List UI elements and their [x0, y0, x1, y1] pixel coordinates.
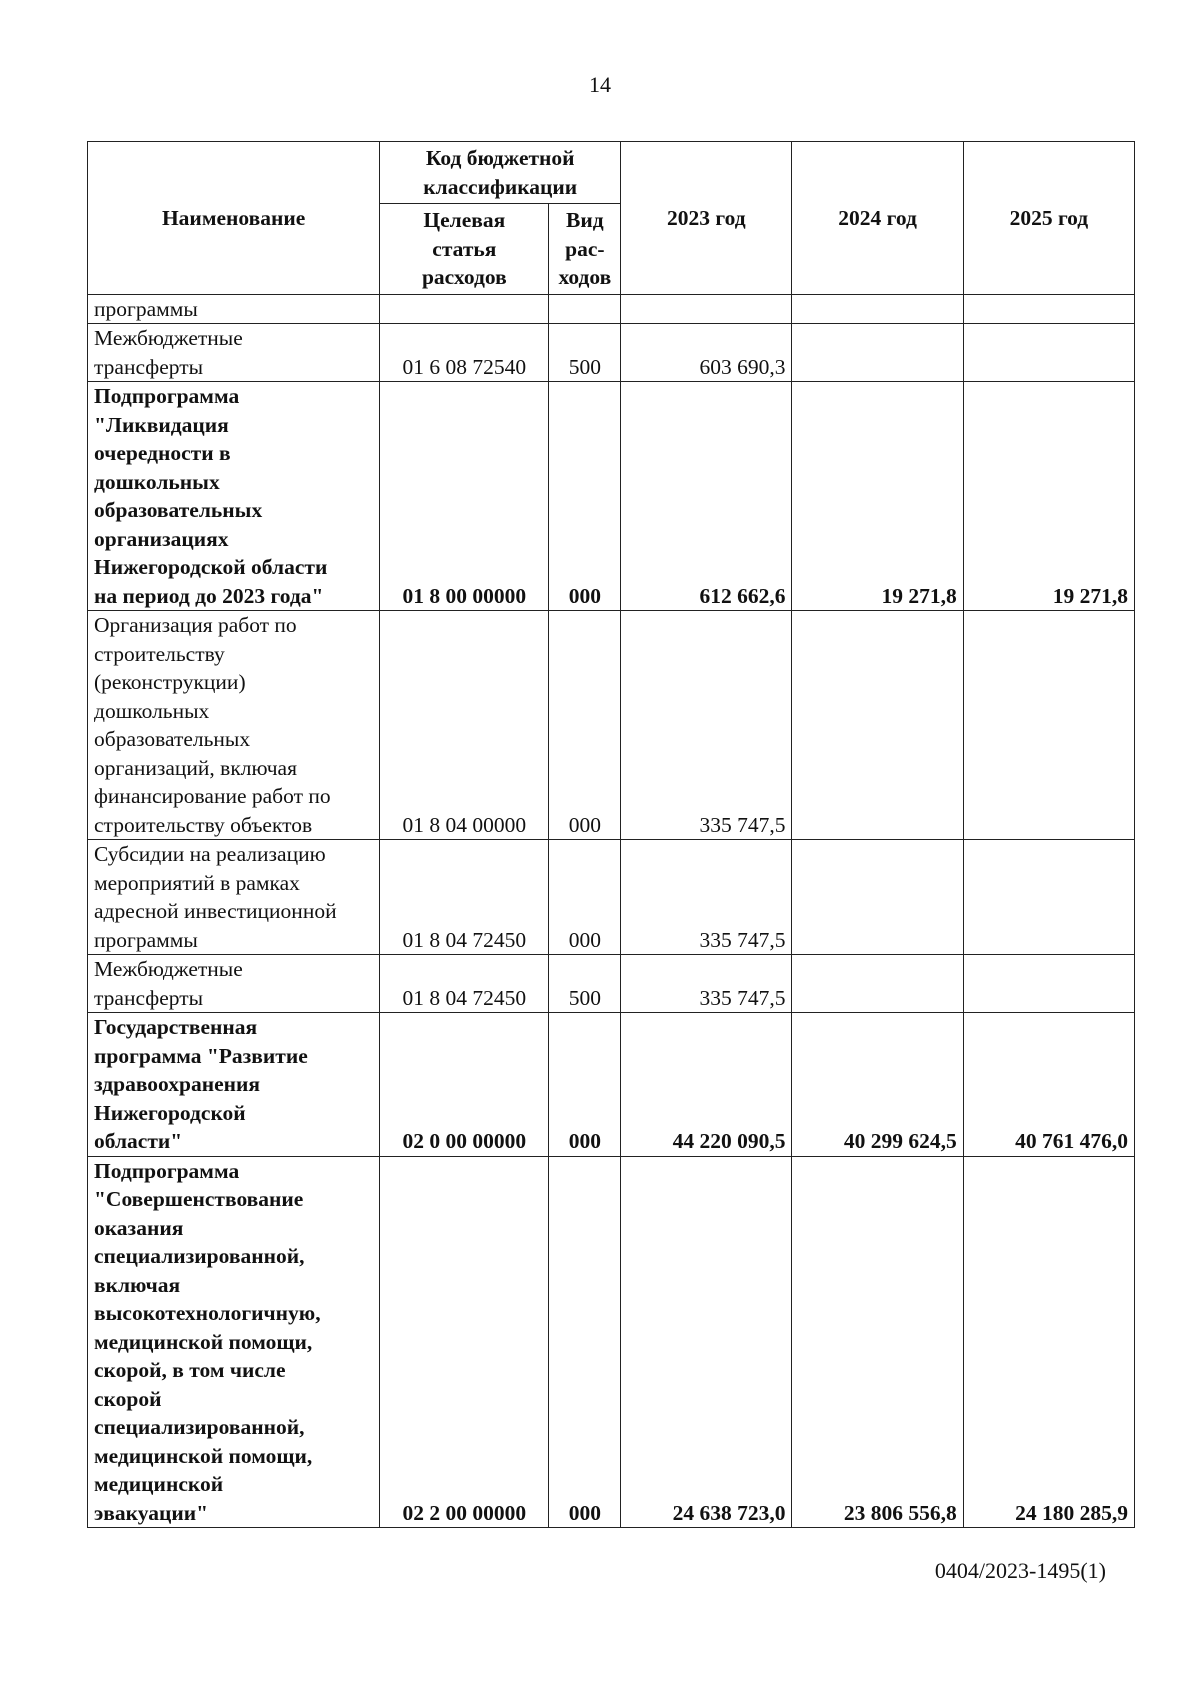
row-2024: [792, 324, 963, 382]
row-target-code: 01 6 08 72540: [380, 324, 549, 382]
row-2023: [621, 294, 792, 324]
row-2025: [963, 294, 1134, 324]
row-expense-type: 500: [549, 324, 621, 382]
row-name: Подпрограмма "Совершенствование оказания специализированной, включая высокотехнологичную, медицинской помощи, скорой, в том числе скорой специализированной, медицинской помощи, медицинской эвакуации": [88, 1156, 380, 1528]
row-2023: 44 220 090,5: [621, 1013, 792, 1157]
row-expense-type: 000: [549, 1156, 621, 1528]
table-row: [88, 611, 1135, 840]
header-name: Наименование: [88, 142, 380, 295]
row-name: Межбюджетные трансферты: [88, 955, 380, 1013]
budget-table: [87, 141, 1135, 1528]
row-name: Межбюджетные трансферты: [88, 324, 380, 382]
row-expense-type: [549, 294, 621, 324]
table-row: [88, 1013, 1135, 1157]
row-2025: [963, 611, 1134, 840]
row-name: Субсидии на реализацию мероприятий в рамках адресной инвестиционной программы: [88, 840, 380, 955]
row-expense-type: 000: [549, 382, 621, 611]
row-2025: 40 761 476,0: [963, 1013, 1134, 1157]
row-name: программы: [88, 294, 380, 324]
page-number: 14: [589, 72, 611, 97]
row-2024: [792, 294, 963, 324]
row-expense-type: 000: [549, 611, 621, 840]
row-target-code: [380, 294, 549, 324]
row-2025: [963, 324, 1134, 382]
row-name: Организация работ по строительству (реконструкции) дошкольных образовательных организаций, включая финансирование работ по строительству объектов: [88, 611, 380, 840]
row-2024: 40 299 624,5: [792, 1013, 963, 1157]
row-target-code: 01 8 04 72450: [380, 955, 549, 1013]
row-2024: [792, 955, 963, 1013]
row-2024: [792, 840, 963, 955]
row-expense-type: 000: [549, 840, 621, 955]
row-target-code: 02 2 00 00000: [380, 1156, 549, 1528]
header-expense-type: Вид рас- ходов: [549, 204, 621, 295]
row-2023: 335 747,5: [621, 840, 792, 955]
row-target-code: 01 8 04 72450: [380, 840, 549, 955]
row-name: Подпрограмма "Ликвидация очередности в дошкольных образовательных организациях Нижегородской области на период до 2023 года": [88, 382, 380, 611]
row-name: Государственная программа "Развитие здравоохранения Нижегородской области": [88, 1013, 380, 1157]
row-target-code: 01 8 00 00000: [380, 382, 549, 611]
row-2023: 24 638 723,0: [621, 1156, 792, 1528]
header-2025: 2025 год: [963, 142, 1134, 295]
row-target-code: 02 0 00 00000: [380, 1013, 549, 1157]
row-2025: 19 271,8: [963, 382, 1134, 611]
row-2023: 612 662,6: [621, 382, 792, 611]
row-2025: [963, 955, 1134, 1013]
row-expense-type: 500: [549, 955, 621, 1013]
header-2023: 2023 год: [621, 142, 792, 295]
table-row: [88, 955, 1135, 1013]
header-target-article: Целевая статья расходов: [380, 204, 549, 295]
row-2024: 19 271,8: [792, 382, 963, 611]
table-row: [88, 1156, 1135, 1528]
row-2024: [792, 611, 963, 840]
document-registration-code: 0404/2023-1495(1): [934, 1558, 1106, 1583]
row-2023: 603 690,3: [621, 324, 792, 382]
table-row: [88, 324, 1135, 382]
row-target-code: 01 8 04 00000: [380, 611, 549, 840]
row-2023: 335 747,5: [621, 611, 792, 840]
row-2025: 24 180 285,9: [963, 1156, 1134, 1528]
row-2025: [963, 840, 1134, 955]
row-expense-type: 000: [549, 1013, 621, 1157]
table-row: [88, 840, 1135, 955]
table-row: [88, 294, 1135, 324]
header-code-group: Код бюджетной классификации: [380, 142, 621, 204]
row-2023: 335 747,5: [621, 955, 792, 1013]
row-2024: 23 806 556,8: [792, 1156, 963, 1528]
table-row: [88, 382, 1135, 611]
header-2024: 2024 год: [792, 142, 963, 295]
